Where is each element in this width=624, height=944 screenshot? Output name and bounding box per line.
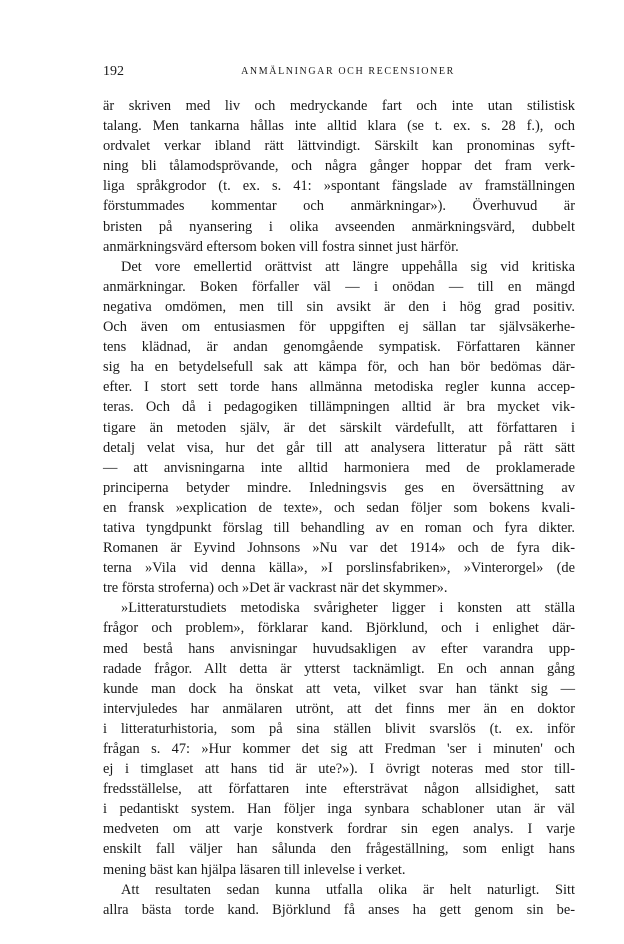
text-line: anmärkningar. Boken förfaller väl — i onödan — till en mängd (103, 278, 575, 295)
text-line: liga språkgrodor (t. ex. s. 41: »spontant fängslade av framställningen (103, 178, 575, 195)
text-line: med bestå hans anvisningar huvudsakligen av efter varandra upp- (103, 640, 575, 657)
text-line: enskilt fall väljer han sålunda den frågeställning, som enligt hans (103, 841, 575, 858)
text-line: allra bästa torde kand. Björklund få anses ha gett genom sin be- (103, 901, 575, 918)
text-line: frågor och problem», förklarar kand. Björklund, och i enlighet där- (103, 620, 575, 637)
text-line: frågan s. 47: »Hur kommer det sig att Fredman 'ser i minuten' och (103, 741, 575, 757)
page-header (103, 62, 573, 82)
text-line: tre första stroferna) och »Det är vackrast när det skymmer». (103, 580, 448, 597)
text-line: Och även om entusiasmen för uppgiften ej sällan tar självsäkerhe- (103, 319, 575, 336)
text-line: sig ha en betydelsefull sak att kämpa för, och han bör bedömas där- (103, 359, 575, 376)
text-line: ej i timglaset att hans tid är ute?»). I övrigt noteras med stor till- (103, 761, 575, 778)
text-line: tigare än metoden själv, är det särskilt värdefullt, att författaren i (103, 419, 575, 436)
page-number: 192 (103, 64, 124, 79)
text-line: fredsställelse, att författaren inte eftersträvat någon allsidighet, satt (103, 781, 575, 798)
text-line: mening bäst kan hjälpa läsaren till inlevelse i verket. (103, 861, 406, 878)
text-line: negativa omdömen, men till sin avsikt är den i hög grad positiv. (103, 298, 575, 315)
text-line: förstummades kommentar och anmärkningar»). Överhuvud är (103, 198, 575, 215)
text-line: anmärkningsvärd eftersom boken vill fostra sinnet just härför. (103, 238, 459, 255)
text-line: i pedantiskt system. Han följer inga synbara schabloner utan är väl (103, 801, 575, 818)
text-line: tativa tyngdpunkt förslag till behandling av en roman och fyra dikter. (103, 519, 575, 536)
running-title: ANMÄLNINGAR OCH RECENSIONER (241, 66, 455, 77)
body-text (103, 96, 575, 920)
text-line: — att anvisningarna inte alltid harmoniera med de proklamerade (103, 459, 575, 476)
text-line: »Litteraturstudiets metodiska svårigheter ligger i konsten att ställa (121, 600, 575, 617)
text-line: Det vore emellertid orättvist att längre uppehålla sig vid kritiska (121, 258, 575, 275)
text-line: är skriven med liv och medryckande fart och inte utan stilistisk (103, 98, 575, 114)
text-line: tens klädnad, är andan genomgående sympatisk. Författaren känner (103, 339, 575, 356)
text-line: kunde man dock ha önskat att veta, vilket svar han tänkt sig — (103, 680, 575, 697)
text-line: talang. Men tankarna hållas inte alltid klara (se t. ex. s. 28 f.), och (103, 118, 575, 135)
text-line: principerna betyder mindre. Inledningsvis ges en översättning av (103, 479, 575, 496)
text-line: ning bli tålamodsprövande, och några gånger hoppar det fram verk- (103, 158, 575, 175)
text-line: detalj velat visa, hur det går till att analysera litteratur på rätt sätt (103, 439, 575, 456)
text-line: radade frågor. Allt detta är ytterst tacknämligt. En och annan gång (103, 660, 575, 677)
text-line: i litteraturhistoria, som på sina ställen blivit svarslös (t. ex. inför (103, 720, 575, 737)
text-line: terna »Vila vid denna källa», »I porslinsfabriken», »Vinterorgel» (de (103, 560, 575, 577)
text-line: ordvalet verkar ibland rätt lättvindigt. Särskilt kan pronominas syft- (103, 138, 575, 155)
text-line: Att resultaten sedan kunna utfalla olika är helt naturligt. Sitt (121, 881, 575, 898)
text-line: bristen på nyansering i olika avseenden anmärkningsvärd, dubbelt (103, 218, 575, 235)
text-line: teras. Och då i pedagogiken tillämpningen alltid är bra mycket vik- (103, 399, 575, 416)
text-line: efter. I stort sett torde hans allmänna metodiska regler kunna accep- (103, 379, 575, 396)
text-line: en fransk »explication de texte», och sedan följer som bokens kvali- (103, 499, 575, 516)
text-line: Romanen är Eyvind Johnsons »Nu var det 1914» och de fyra dik- (103, 540, 575, 557)
text-line: medveten om att varje konstverk fordrar sin egen analys. I varje (103, 821, 575, 838)
text-line: intervjuledes har anmälaren utrönt, att det finns mer än en doktor (103, 700, 575, 717)
